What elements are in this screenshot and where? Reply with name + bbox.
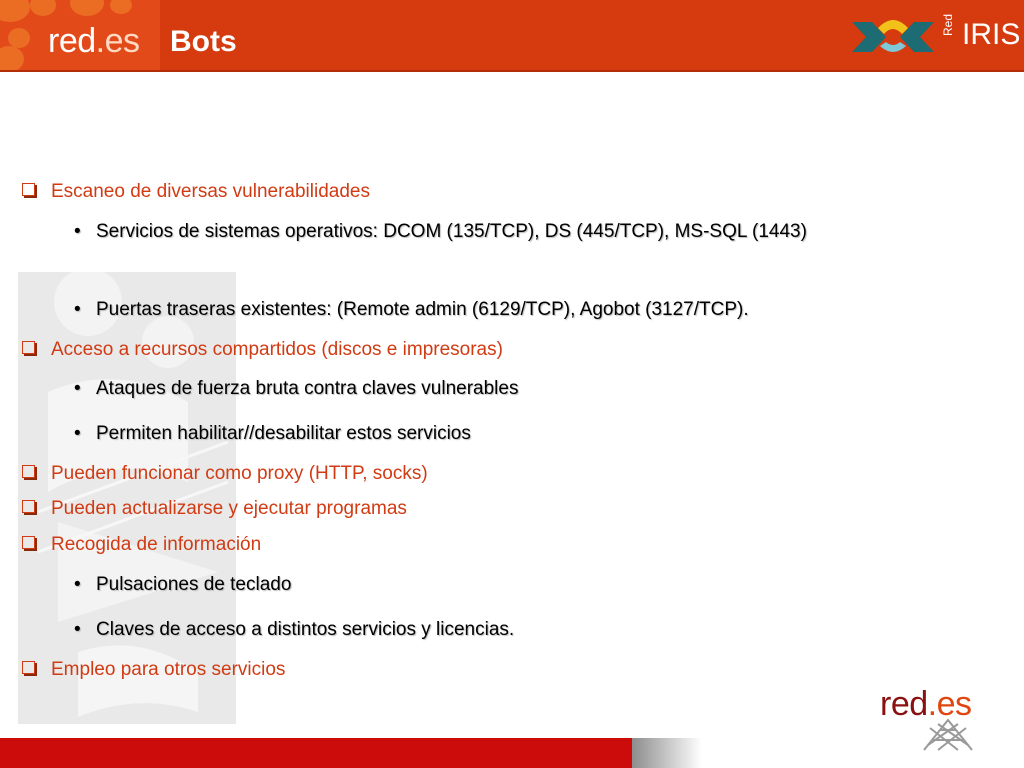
hollow-square-bullet-icon <box>22 661 35 674</box>
hollow-square-bullet-icon <box>22 183 35 196</box>
list-item: • Pulsaciones de teclado <box>74 568 924 602</box>
hollow-square-bullet-icon <box>22 465 35 478</box>
list-item: Pueden funcionar como proxy (HTTP, socks) <box>22 462 922 486</box>
hollow-square-bullet-icon <box>22 341 35 354</box>
hollow-square-bullet-icon <box>22 536 35 549</box>
footer-red-es-logo <box>880 684 1010 754</box>
footer-bar <box>0 738 632 768</box>
list-item: Escaneo de diversas vulnerabilidades <box>22 180 922 204</box>
list-item: Recogida de información <box>22 533 922 557</box>
net-mesh-icon <box>918 714 978 754</box>
list-item: • Puertas traseras existentes: (Remote admin (6129/TCP), Agobot (3127/TCP). <box>74 293 924 327</box>
dot-bullet-icon: • <box>74 574 81 595</box>
dot-bullet-icon: • <box>74 221 81 242</box>
list-item: Empleo para otros servicios <box>22 658 922 682</box>
dot-bullet-icon: • <box>74 299 81 320</box>
list-item: Pueden actualizarse y ejecutar programas <box>22 497 922 521</box>
dot-bullet-icon: • <box>74 423 81 444</box>
rediris-name: IRIS <box>962 18 1021 51</box>
list-item: • Ataques de fuerza bruta contra claves vulnerables <box>74 372 924 406</box>
footer-fade <box>632 738 702 768</box>
list-item: Acceso a recursos compartidos (discos e impresoras) <box>22 338 922 362</box>
rediris-prefix: Red <box>941 13 955 36</box>
red-es-logo-text: red.es <box>48 22 140 60</box>
page-title: Bots <box>170 25 237 58</box>
footer-logo-text: red.es <box>880 685 972 723</box>
dot-bullet-icon: • <box>74 378 81 399</box>
list-item: • Servicios de sistemas operativos: DCOM (135/TCP), DS (445/TCP), MS-SQL (1443) <box>74 215 924 249</box>
hollow-square-bullet-icon <box>22 500 35 513</box>
list-item: • Permiten habilitar//desabilitar estos servicios <box>74 417 924 451</box>
list-item: • Claves de acceso a distintos servicios y licencias. <box>74 613 924 647</box>
dot-bullet-icon: • <box>74 619 81 640</box>
